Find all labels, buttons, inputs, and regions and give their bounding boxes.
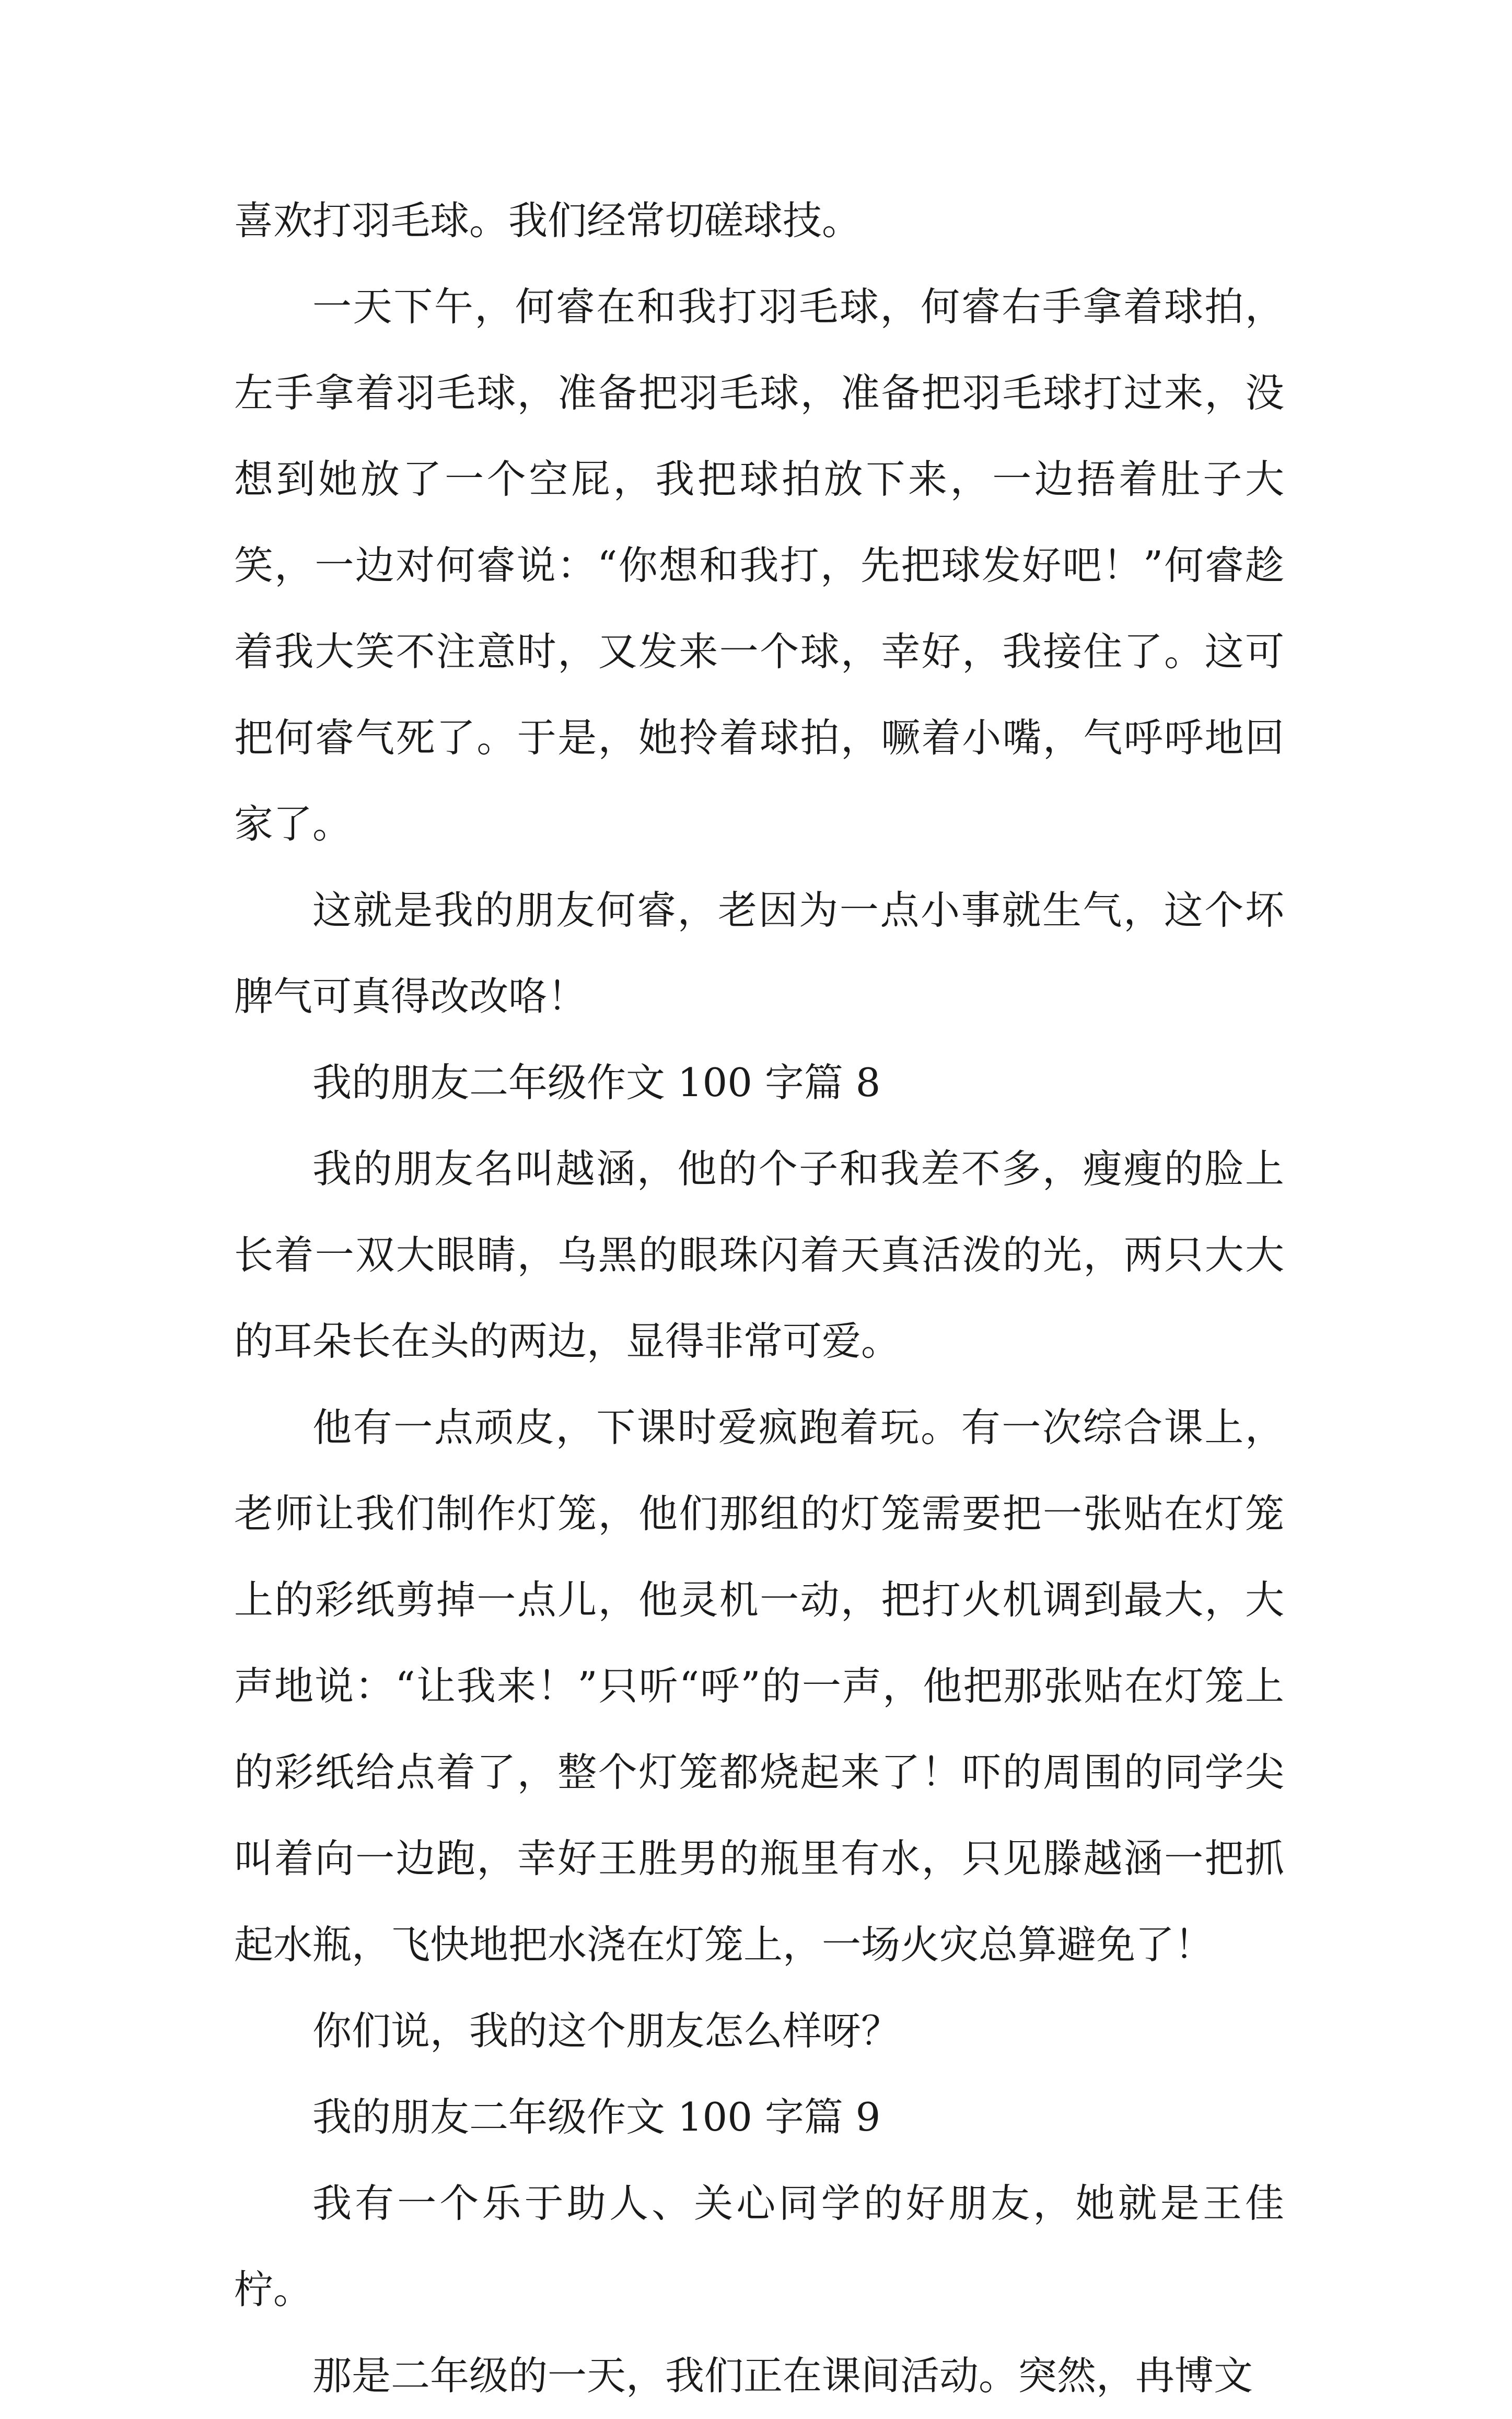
- section-heading-9: 我的朋友二年级作文 100 字篇 9: [312, 2094, 881, 2140]
- paragraph-1: 喜欢打羽毛球。我们经常切磋球技。: [234, 197, 862, 243]
- paragraph-9: 我有一个乐于助人、关心同学的好朋友，她就是王佳柠。: [234, 2180, 1284, 2312]
- paragraph-5: 我的朋友名叫越涵，他的个子和我差不多，瘦瘦的脸上长着一双大眼睛，乌黑的眼珠闪着天真活泼的光，两只大大的耳朵长在头的两边，显得非常可爱。: [234, 1146, 1284, 1364]
- document-body: [234, 178, 1284, 2419]
- paragraph-10: 那是二年级的一天，我们正在课间活动。突然，冉博文: [312, 2353, 1253, 2399]
- paragraph-6: 他有一点顽皮，下课时爱疯跑着玩。有一次综合课上，老师让我们制作灯笼，他们那组的灯笼需要把一张贴在灯笼上的彩纸剪掉一点儿，他灵机一动，把打火机调到最大，大声地说：“让我来！”只听“呼”的一声，他把那张贴在灯笼上的彩纸给点着了，整个灯笼都烧起来了！吓的周围的同学尖叫着向一边跑，幸好王胜男的瓶里有水，只见滕越涵一把抓起水瓶，飞快地把水浇在灯笼上，一场火灾总算避免了！: [234, 1404, 1284, 1968]
- paragraph-2: 一天下午，何睿在和我打羽毛球，何睿右手拿着球拍，左手拿着羽毛球，准备把羽毛球，准备把羽毛球打过来，没想到她放了一个空屁，我把球拍放下来，一边捂着肚子大笑，一边对何睿说：“你想和我打，先把球发好吧！”何睿趁着我大笑不注意时，又发来一个球，幸好，我接住了。这可把何睿气死了。于是，她拎着球拍，噘着小嘴，气呼呼地回家了。: [234, 284, 1284, 847]
- section-heading-8: 我的朋友二年级作文 100 字篇 8: [312, 1060, 881, 1106]
- paragraph-3: 这就是我的朋友何睿，老因为一点小事就生气，这个坏脾气可真得改改咯！: [234, 887, 1284, 1019]
- paragraph-7: 你们说，我的这个朋友怎么样呀？: [312, 2008, 901, 2054]
